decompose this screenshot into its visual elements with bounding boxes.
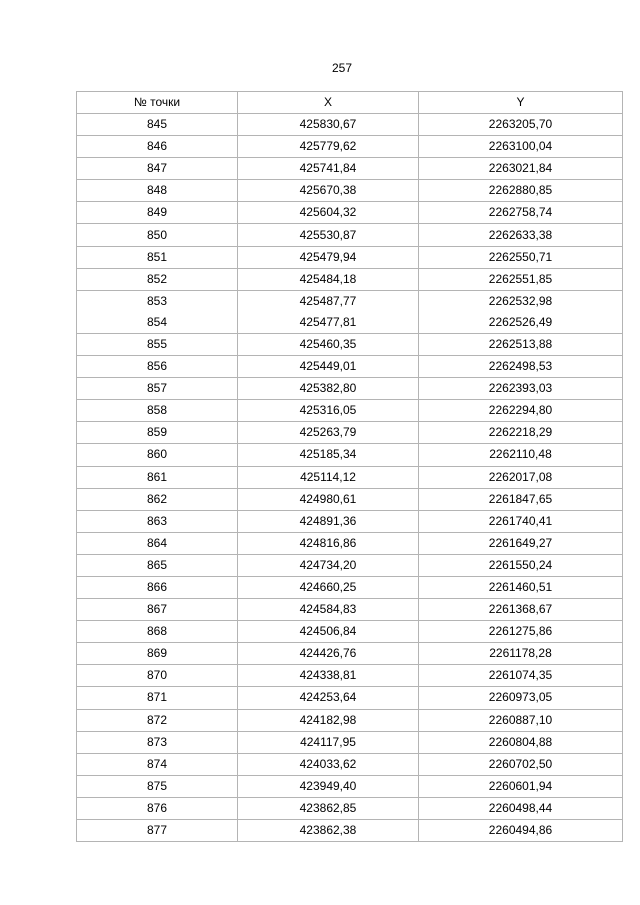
y-coordinate-cell: 2262551,85 [419,268,623,290]
point-number-cell: 867 [77,599,238,621]
x-coordinate-cell: 425477,81 [238,312,419,334]
table-row [77,136,623,158]
y-coordinate-cell: 2261275,86 [419,621,623,643]
x-coordinate-cell: 425316,05 [238,400,419,422]
point-number-cell: 854 [77,312,238,334]
y-coordinate-cell: 2262532,98 [419,290,623,312]
table-row [77,224,623,246]
x-coordinate-cell: 425484,18 [238,268,419,290]
point-number-cell: 868 [77,621,238,643]
x-coordinate-cell: 425530,87 [238,224,419,246]
point-number-cell: 874 [77,753,238,775]
table-header-row [77,92,623,114]
y-coordinate-cell: 2262526,49 [419,312,623,334]
y-coordinate-cell: 2260702,50 [419,753,623,775]
x-coordinate-cell: 425779,62 [238,136,419,158]
table-row [77,333,623,355]
y-coordinate-cell: 2262110,48 [419,444,623,466]
table-row [77,576,623,598]
point-number-cell: 853 [77,290,238,312]
table-row [77,665,623,687]
x-coordinate-cell: 424117,95 [238,731,419,753]
table-row [77,599,623,621]
table-row [77,246,623,268]
x-coordinate-cell: 424506,84 [238,621,419,643]
table-row [77,356,623,378]
x-coordinate-cell: 424660,25 [238,576,419,598]
y-coordinate-cell: 2261550,24 [419,554,623,576]
x-coordinate-cell: 425382,80 [238,378,419,400]
page-number: 257 [331,61,353,75]
table-row [77,180,623,202]
y-coordinate-cell: 2261847,65 [419,488,623,510]
point-number-cell: 855 [77,333,238,355]
table-row [77,268,623,290]
x-coordinate-cell: 425114,12 [238,466,419,488]
point-number-cell: 845 [77,114,238,136]
x-coordinate-cell: 425479,94 [238,246,419,268]
point-number-cell: 865 [77,554,238,576]
y-coordinate-cell: 2260494,86 [419,820,623,842]
table-row [77,731,623,753]
point-number-cell: 873 [77,731,238,753]
y-coordinate-cell: 2261649,27 [419,532,623,554]
point-number-cell: 869 [77,643,238,665]
table-row [77,312,623,334]
y-coordinate-cell: 2261740,41 [419,510,623,532]
point-number-cell: 876 [77,797,238,819]
x-coordinate-cell: 424033,62 [238,753,419,775]
point-number-cell: 871 [77,687,238,709]
table-row [77,554,623,576]
y-coordinate-cell: 2262498,53 [419,356,623,378]
x-coordinate-cell: 424584,83 [238,599,419,621]
point-number-cell: 847 [77,158,238,180]
y-coordinate-cell: 2262294,80 [419,400,623,422]
y-coordinate-cell: 2262017,08 [419,466,623,488]
table-row [77,158,623,180]
coordinates-table [76,91,623,842]
y-coordinate-cell: 2262633,38 [419,224,623,246]
y-coordinate-cell: 2261178,28 [419,643,623,665]
x-coordinate-cell: 425830,67 [238,114,419,136]
point-number-cell: 857 [77,378,238,400]
point-number-cell: 872 [77,709,238,731]
table-row [77,444,623,466]
point-number-cell: 849 [77,202,238,224]
point-number-cell: 866 [77,576,238,598]
point-number-cell: 859 [77,422,238,444]
y-coordinate-cell: 2261074,35 [419,665,623,687]
x-coordinate-cell: 423862,85 [238,797,419,819]
table-row [77,643,623,665]
point-number-cell: 851 [77,246,238,268]
y-coordinate-cell: 2263100,04 [419,136,623,158]
x-coordinate-cell: 424338,81 [238,665,419,687]
x-coordinate-cell: 425487,77 [238,290,419,312]
y-coordinate-cell: 2262550,71 [419,246,623,268]
x-coordinate-cell: 425185,34 [238,444,419,466]
point-number-cell: 848 [77,180,238,202]
table-row [77,466,623,488]
table-row [77,687,623,709]
y-coordinate-cell: 2261460,51 [419,576,623,598]
column-header-x: X [238,92,419,114]
x-coordinate-cell: 424182,98 [238,709,419,731]
table-row [77,709,623,731]
y-coordinate-cell: 2263021,84 [419,158,623,180]
y-coordinate-cell: 2262393,03 [419,378,623,400]
y-coordinate-cell: 2261368,67 [419,599,623,621]
table-row [77,621,623,643]
y-coordinate-cell: 2260973,05 [419,687,623,709]
y-coordinate-cell: 2260887,10 [419,709,623,731]
table-row [77,290,623,312]
x-coordinate-cell: 425460,35 [238,333,419,355]
table-row [77,797,623,819]
point-number-cell: 858 [77,400,238,422]
x-coordinate-cell: 424734,20 [238,554,419,576]
x-coordinate-cell: 424816,86 [238,532,419,554]
x-coordinate-cell: 424980,61 [238,488,419,510]
x-coordinate-cell: 423949,40 [238,775,419,797]
table-row [77,820,623,842]
x-coordinate-cell: 425670,38 [238,180,419,202]
x-coordinate-cell: 425741,84 [238,158,419,180]
y-coordinate-cell: 2263205,70 [419,114,623,136]
point-number-cell: 870 [77,665,238,687]
y-coordinate-cell: 2262758,74 [419,202,623,224]
y-coordinate-cell: 2262513,88 [419,333,623,355]
table-body [77,114,623,842]
x-coordinate-cell: 425263,79 [238,422,419,444]
point-number-cell: 856 [77,356,238,378]
column-header-point-number: № точки [77,92,238,114]
column-header-y: Y [419,92,623,114]
point-number-cell: 860 [77,444,238,466]
x-coordinate-cell: 424253,64 [238,687,419,709]
y-coordinate-cell: 2262880,85 [419,180,623,202]
x-coordinate-cell: 423862,38 [238,820,419,842]
table-row [77,775,623,797]
x-coordinate-cell: 425449,01 [238,356,419,378]
table-row [77,400,623,422]
table-row [77,114,623,136]
y-coordinate-cell: 2260498,44 [419,797,623,819]
point-number-cell: 852 [77,268,238,290]
x-coordinate-cell: 424426,76 [238,643,419,665]
table-row [77,422,623,444]
point-number-cell: 863 [77,510,238,532]
y-coordinate-cell: 2260804,88 [419,731,623,753]
table-row [77,202,623,224]
table-row [77,510,623,532]
point-number-cell: 875 [77,775,238,797]
point-number-cell: 877 [77,820,238,842]
point-number-cell: 864 [77,532,238,554]
table-row [77,532,623,554]
table-row [77,488,623,510]
x-coordinate-cell: 424891,36 [238,510,419,532]
point-number-cell: 850 [77,224,238,246]
point-number-cell: 846 [77,136,238,158]
point-number-cell: 862 [77,488,238,510]
y-coordinate-cell: 2262218,29 [419,422,623,444]
point-number-cell: 861 [77,466,238,488]
table-row [77,378,623,400]
x-coordinate-cell: 425604,32 [238,202,419,224]
table-row [77,753,623,775]
y-coordinate-cell: 2260601,94 [419,775,623,797]
